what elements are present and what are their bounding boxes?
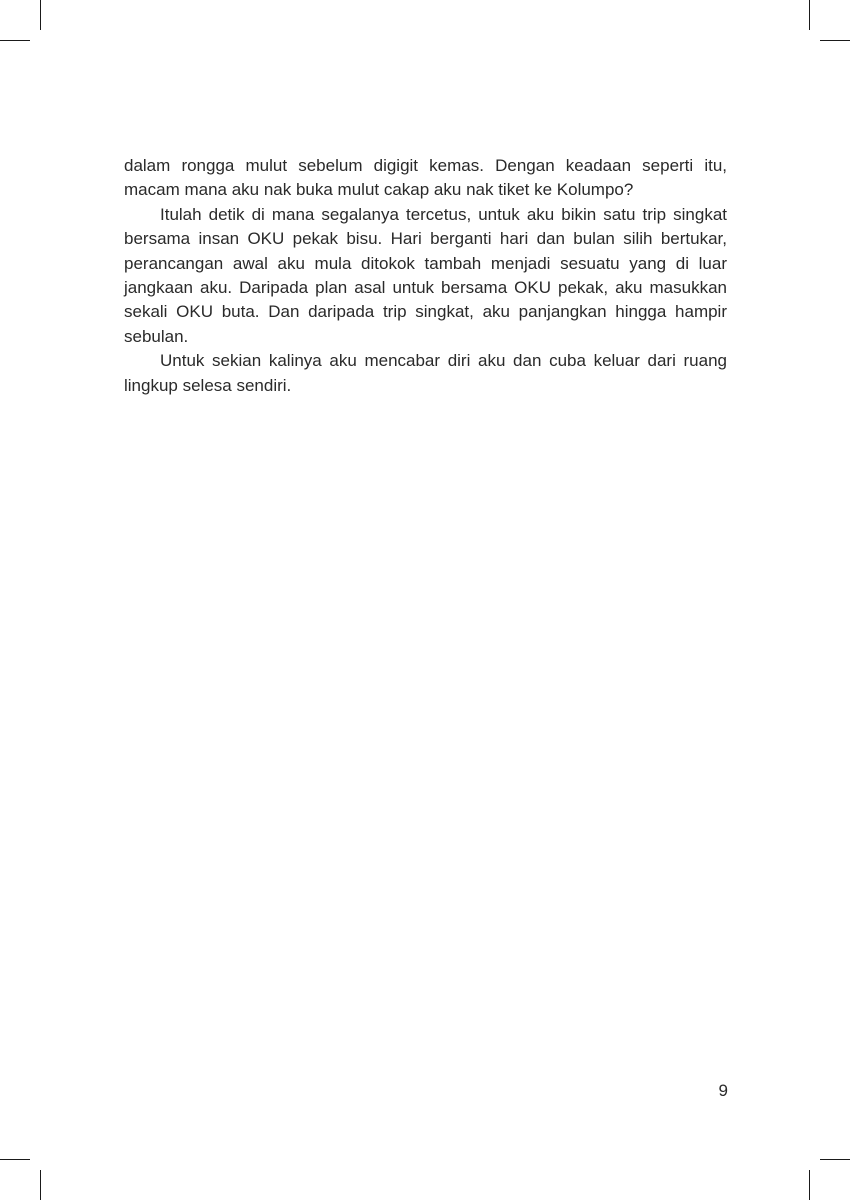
page-number: 9 <box>718 1081 728 1100</box>
paragraph-2: Itulah detik di mana segalanya tercetus, untuk aku bikin satu trip singkat bersama insan OKU pekak bisu. Hari berganti hari dan bulan silih bertukar, perancangan awal aku mula ditokok tambah menjadi sesuatu yang di luar jangkaan aku. Daripada plan asal untuk bersama OKU pekak, aku masukkan sekali OKU buta. Dan daripada trip singkat, aku panjangkan hingga hampir sebulan. <box>124 204 727 346</box>
crop-mark-bottom-right-vertical <box>809 1170 810 1200</box>
crop-mark-bottom-left-horizontal <box>0 1159 30 1160</box>
crop-mark-top-right-horizontal <box>820 40 850 41</box>
crop-mark-bottom-left-vertical <box>40 1170 41 1200</box>
paragraph-3: Untuk sekian kalinya aku mencabar diri aku dan cuba keluar dari ruang lingkup selesa sendiri. <box>124 351 727 395</box>
body-text <box>124 154 727 398</box>
crop-mark-top-left-vertical <box>40 0 41 30</box>
crop-mark-top-right-vertical <box>809 0 810 30</box>
crop-mark-bottom-right-horizontal <box>820 1159 850 1160</box>
paragraph-1: dalam rongga mulut sebelum digigit kemas. Dengan keadaan seperti itu, macam mana aku nak buka mulut cakap aku nak tiket ke Kolumpo? <box>124 156 727 200</box>
crop-mark-top-left-horizontal <box>0 40 30 41</box>
